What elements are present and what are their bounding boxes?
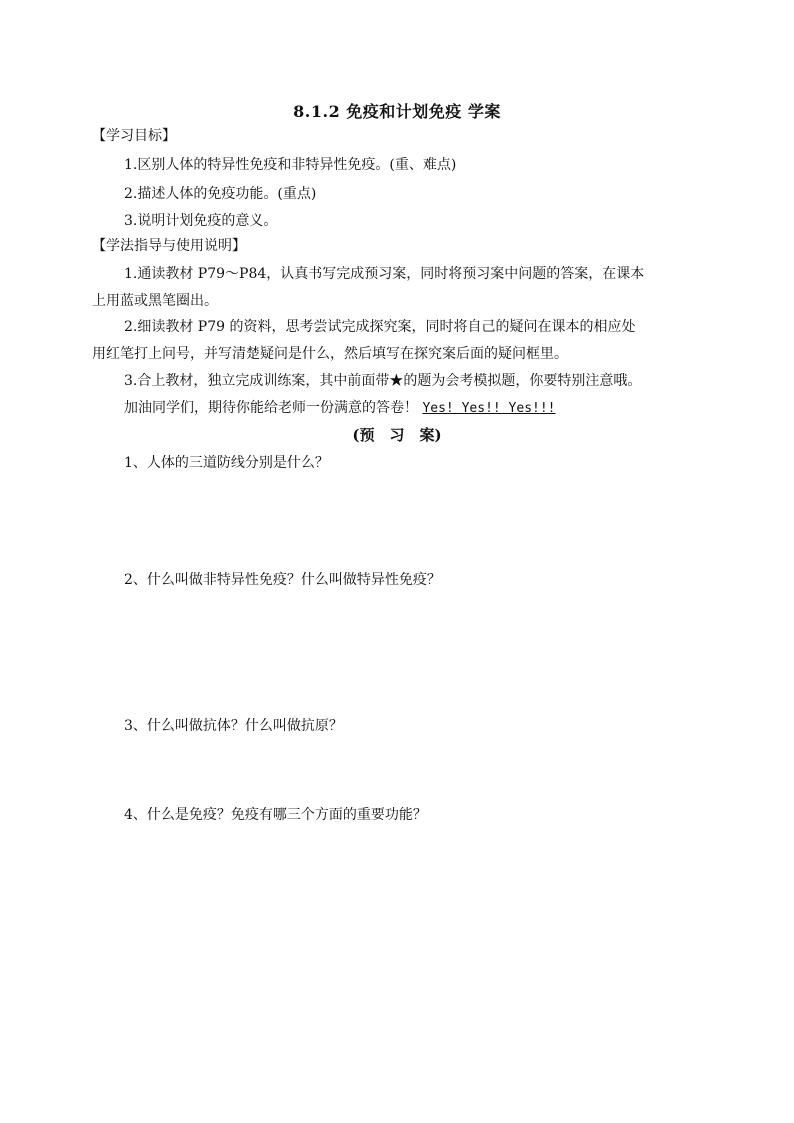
guide-item-2-line-2: 用红笔打上问号，并写清楚疑问是什么，然后填写在探究案后面的疑问框里。 bbox=[92, 346, 568, 362]
guide-item-3: 3.合上教材，独立完成训练案，其中前面带★的题为会考模拟题，你要特别注意哦。 bbox=[124, 373, 642, 389]
page-title: 8.1.2 免疫和计划免疫 学案 bbox=[293, 102, 501, 121]
guide-item-1-line-1: 1.通读教材 P79～P84，认真书写完成预习案，同时将预习案中问题的答案，在课本 bbox=[124, 266, 645, 282]
encouragement-line bbox=[124, 398, 556, 419]
guide-item-2-line-1: 2.细读教材 P79 的资料，思考尝试完成探究案，同时将自己的疑问在课本的相应处 bbox=[124, 319, 636, 335]
yes-underlined-text: Yes! Yes!! Yes!!! bbox=[422, 401, 556, 416]
objective-item-2: 2.描述人体的免疫功能。(重点) bbox=[124, 186, 317, 202]
preview-section-heading: (预 习 案) bbox=[352, 426, 442, 444]
objective-item-1: 1.区别人体的特异性免疫和非特异性免疫。(重、难点) bbox=[124, 157, 457, 173]
encouragement-text: 加油同学们，期待你能给老师一份满意的答卷！ bbox=[124, 400, 418, 416]
preview-question-4: 4、什么是免疫？免疫有哪三个方面的重要功能？ bbox=[124, 807, 427, 823]
preview-question-2: 2、什么叫做非特异性免疫？什么叫做特异性免疫？ bbox=[124, 572, 441, 588]
objective-item-3: 3.说明计划免疫的意义。 bbox=[124, 213, 278, 229]
preview-question-3: 3、什么叫做抗体？什么叫做抗原？ bbox=[124, 718, 343, 734]
guide-item-1-line-2: 上用蓝或黑笔圈出。 bbox=[92, 293, 218, 309]
objectives-heading: 【学习目标】 bbox=[92, 128, 176, 144]
guide-heading: 【学法指导与使用说明】 bbox=[92, 238, 246, 254]
preview-question-1: 1、人体的三道防线分别是什么？ bbox=[124, 455, 329, 471]
